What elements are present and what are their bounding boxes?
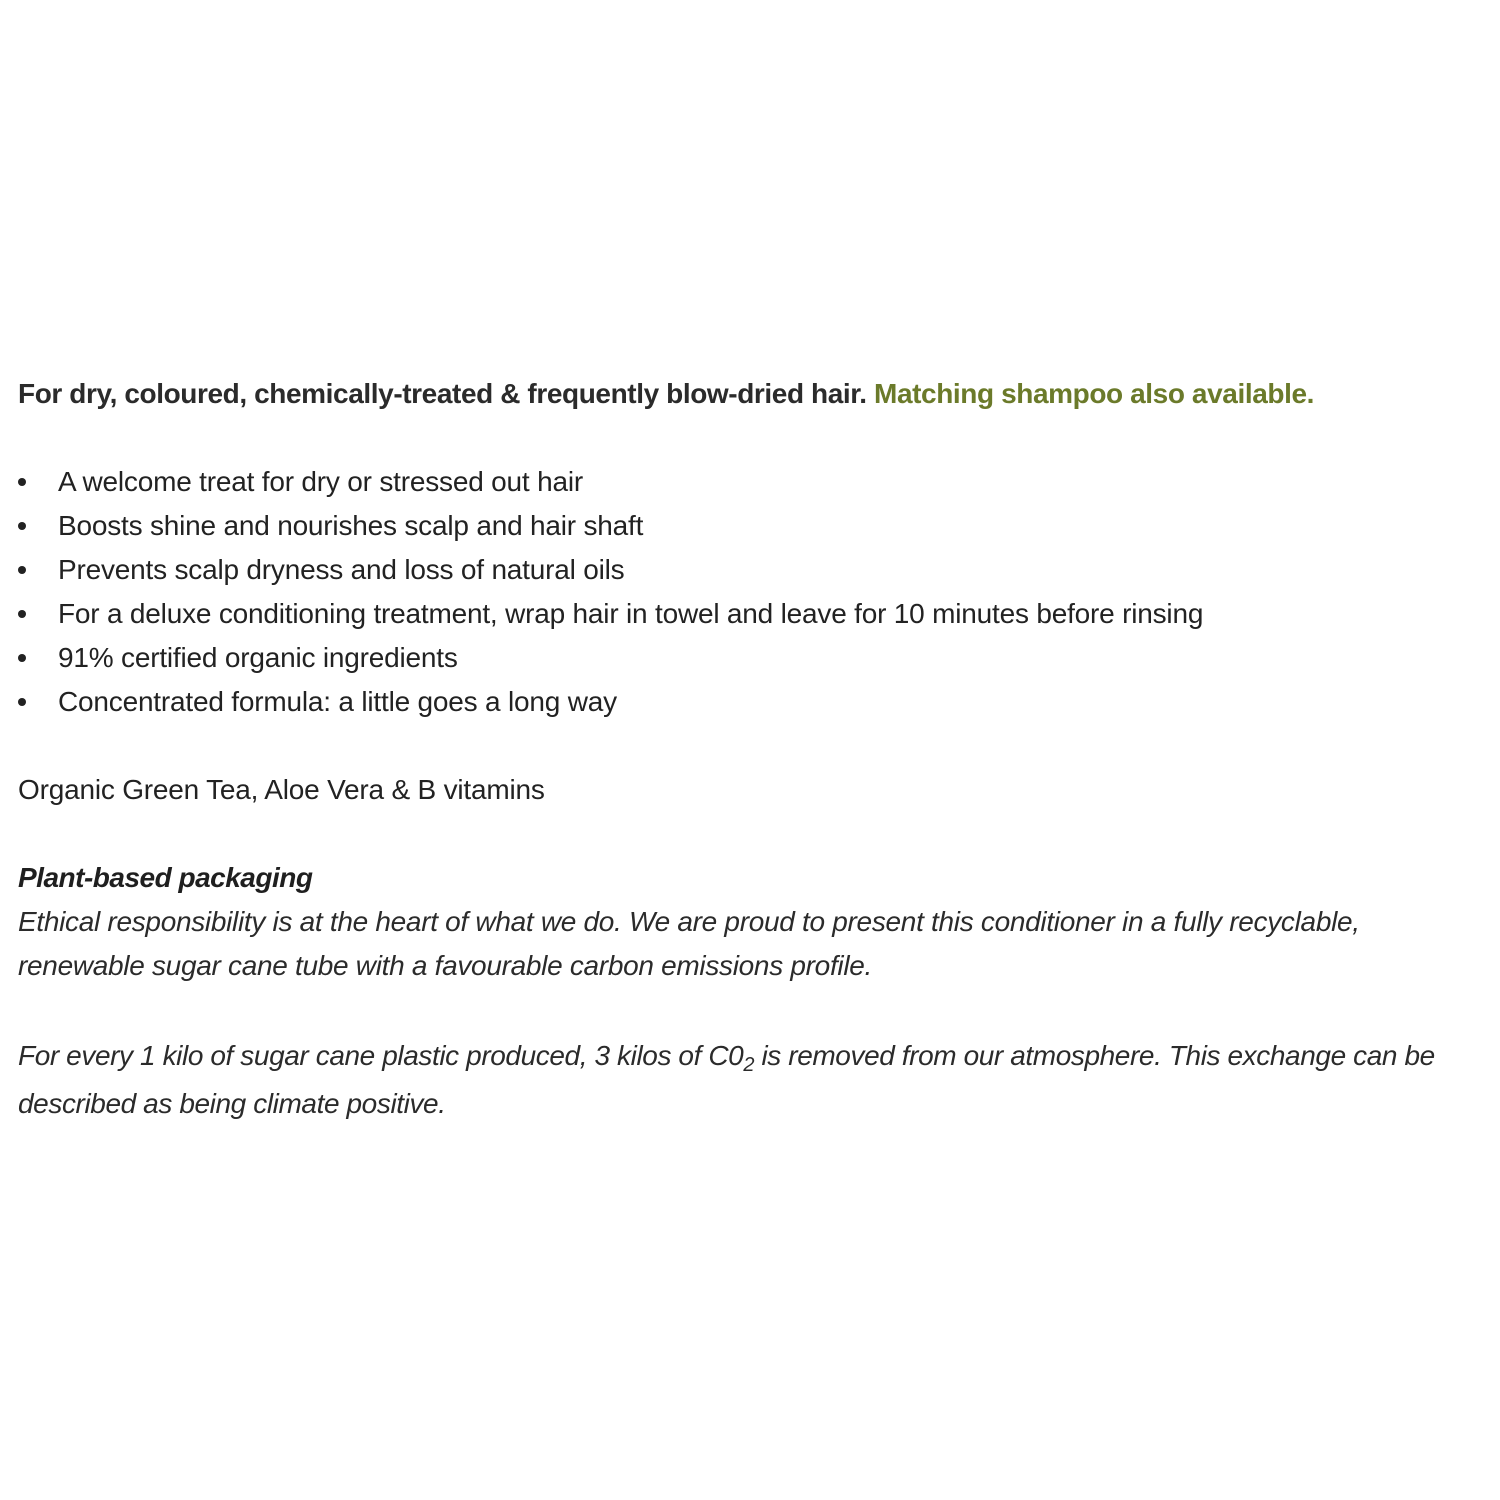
ingredients-text: Organic Green Tea, Aloe Vera & B vitamins (18, 774, 545, 805)
feature-text: 91% certified organic ingredients (58, 642, 458, 673)
packaging-line-2: renewable sugar cane tube with a favourable carbon emissions profile. (18, 950, 873, 981)
bullet-icon (18, 566, 26, 574)
list-item (18, 592, 1488, 636)
matching-shampoo-link[interactable]: Matching shampoo also available. (874, 378, 1315, 409)
bullet-icon (18, 522, 26, 530)
list-item (18, 548, 1488, 592)
feature-text: A welcome treat for dry or stressed out hair (58, 466, 583, 497)
climate-text-start: For every 1 kilo of sugar cane plastic produced, 3 kilos of C0 (18, 1040, 744, 1071)
feature-text: Prevents scalp dryness and loss of natural oils (58, 554, 625, 585)
bullet-icon (18, 478, 26, 486)
feature-list (18, 460, 1488, 724)
packaging-heading: Plant-based packaging (18, 862, 313, 893)
intro-text: For dry, coloured, chemically-treated & frequently blow-dried hair. (18, 378, 867, 409)
product-description (18, 372, 1488, 1128)
feature-text: Boosts shine and nourishes scalp and hair shaft (58, 510, 644, 541)
packaging-line-1: Ethical responsibility is at the heart of what we do. We are proud to present this conditioner in a fully recyclable, (18, 906, 1360, 937)
list-item (18, 680, 1488, 724)
packaging-paragraph (18, 900, 1488, 988)
list-item (18, 636, 1488, 680)
climate-line-2: described as being climate positive. (18, 1088, 446, 1119)
bullet-icon (18, 610, 26, 618)
climate-paragraph (18, 1032, 1488, 1128)
bullet-icon (18, 698, 26, 706)
feature-text: For a deluxe conditioning treatment, wrap hair in towel and leave for 10 minutes before rinsing (58, 598, 1204, 629)
list-item (18, 504, 1488, 548)
bullet-icon (18, 654, 26, 662)
list-item (18, 460, 1488, 504)
feature-text: Concentrated formula: a little goes a long way (58, 686, 617, 717)
intro-paragraph (18, 372, 1488, 416)
climate-text-end: is removed from our atmosphere. This exchange can be (754, 1040, 1435, 1071)
co2-subscript: 2 (743, 1054, 755, 1076)
